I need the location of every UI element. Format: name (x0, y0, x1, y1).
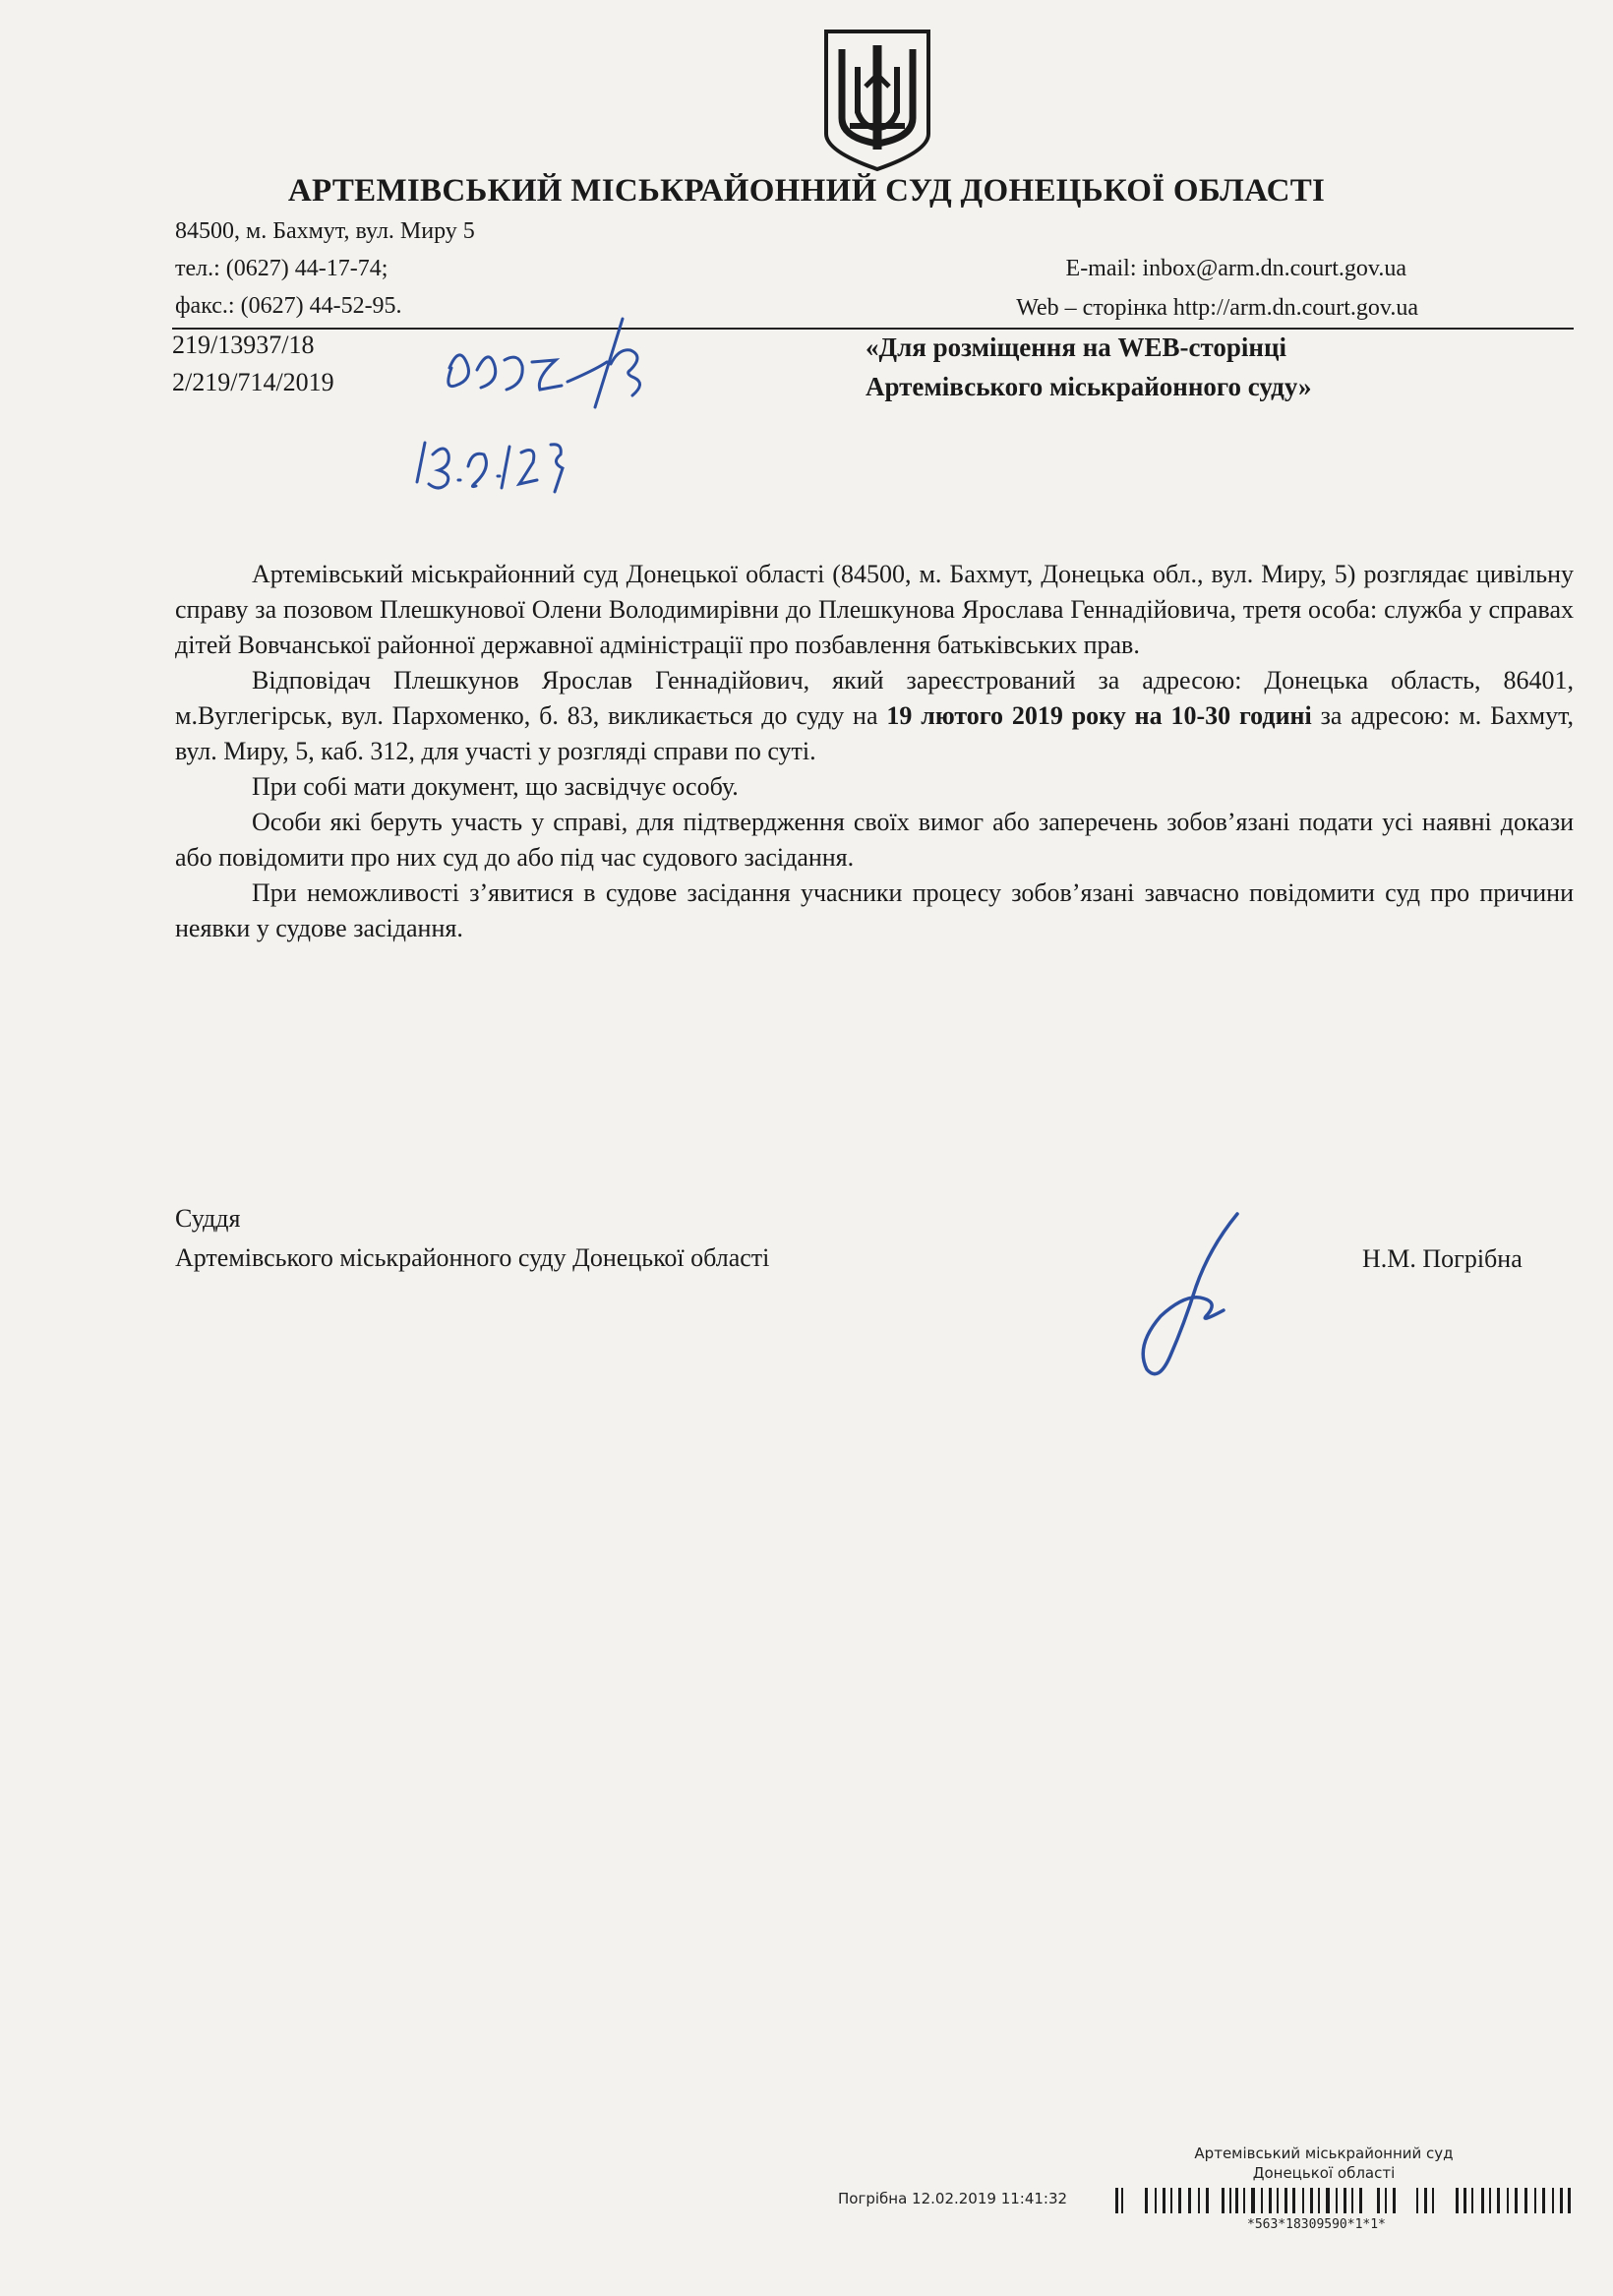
court-phone: тел.: (0627) 44-17-74; (175, 256, 388, 281)
paragraph-summons (175, 663, 1574, 769)
handwritten-signature (1102, 1208, 1249, 1385)
paragraph-absence: При неможливості з’явитися в судове засідання учасники процесу зобов’язані завчасно повідомити суд про причини неявки у судове засідання. (175, 878, 1574, 942)
summons-text-end: за адресою: м. Бахмут, вул. Миру, 5, каб. 312, для участі у розгляді справи по суті. (175, 701, 1574, 765)
summons-text-start: Відповідач Плешкунов Ярослав Геннадійович, який зареєстрований за адресою: Донецька область, 86401, м.Вуглегірськ, вул. Пархоменко, б. 83, викликається до суду на (175, 666, 1574, 730)
court-website: Web – сторінка http://arm.dn.court.gov.ua (1016, 295, 1418, 321)
trident-emblem-icon (820, 28, 934, 173)
barcode-text: *563*18309590*1*1* (1247, 2217, 1386, 2232)
notice-body (175, 557, 1574, 946)
handwritten-registration-number (438, 305, 664, 423)
court-fax: факс.: (0627) 44-52-95. (175, 293, 402, 319)
court-title: АРТЕМІВСЬКИЙ МІСЬКРАЙОННИЙ СУД ДОНЕЦЬКОЇ ОБЛАСТІ (287, 173, 1326, 209)
stamp-court-line-1: Артемівський міськрайонний суд (1194, 2145, 1454, 2162)
barcode (1111, 2186, 1574, 2215)
hearing-date-time: 19 лютого 2019 року на 10-30 годині (886, 701, 1312, 730)
case-number: 219/13937/18 (172, 331, 315, 359)
court-email: E-mail: inbox@arm.dn.court.gov.ua (1065, 256, 1406, 281)
web-note-line-1: «Для розміщення на WEB-сторінці (866, 332, 1287, 362)
stamp-user-datetime: Погрібна 12.02.2019 11:41:32 (838, 2190, 1068, 2207)
paragraph-case-description: Артемівський міськрайонний суд Донецької області (84500, м. Бахмут, Донецька обл., вул. Миру, 5) розглядає цивільну справу за позовом Плешкунової Олени Володимирівни до Плешкунова Ярослава Геннадійовича, третя особа: служба у справах дітей Вовчанської районної державної адміністрації про позбавлення батьківських прав. (175, 560, 1574, 659)
paragraph-id-document: При собі мати документ, що засвідчує особу. (252, 772, 739, 801)
paragraph-evidence: Особи які беруть участь у справі, для підтвердження своїх вимог або заперечень зобов’язані подати усі наявні докази або повідомити про них суд до або під час судового засідання. (175, 808, 1574, 872)
signature-court: Артемівського міськрайонного суду Донецької області (175, 1243, 770, 1272)
header-divider (172, 328, 1574, 330)
proceeding-number: 2/219/714/2019 (172, 368, 334, 396)
signature-title: Суддя (175, 1204, 241, 1233)
judge-name: Н.М. Погрібна (1362, 1244, 1523, 1273)
stamp-court-line-2: Донецької області (1252, 2164, 1396, 2182)
court-address: 84500, м. Бахмут, вул. Миру 5 (175, 218, 475, 244)
web-note-line-2: Артемівського міськрайонного суду» (866, 372, 1312, 401)
handwritten-date (413, 423, 590, 502)
